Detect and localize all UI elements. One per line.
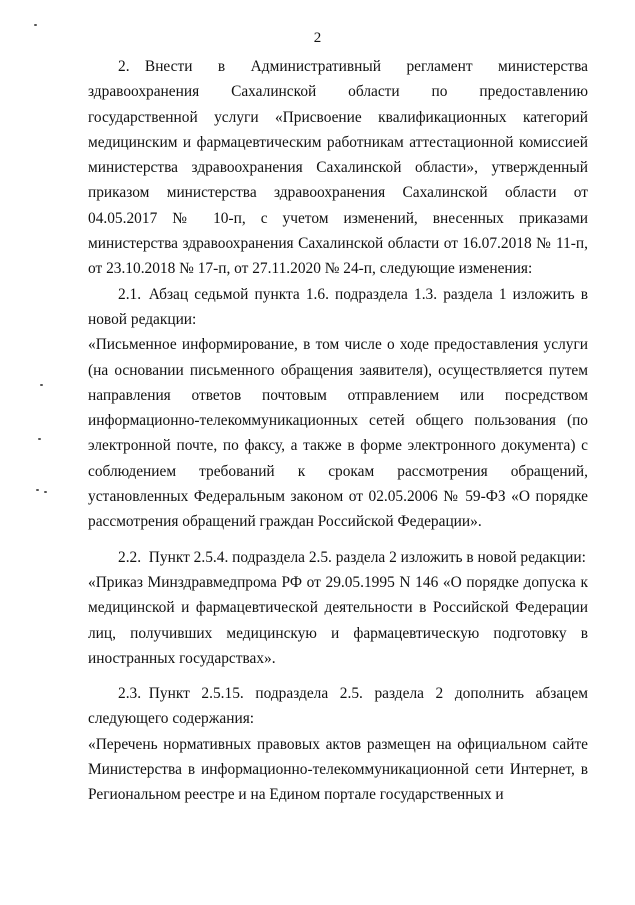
document-body — [88, 54, 588, 808]
page-number: 2 — [313, 30, 322, 46]
scan-speck — [38, 438, 41, 440]
paragraph-quote-2-2: «Приказ Минздравмедпрома РФ от 29.05.1995 N 146 «О порядке допуска к медицинской и фармацевтической деятельности в Российской Федерации лиц, получивших медицинскую и фармацевтическую подготовку в иностранных государствах». — [88, 573, 588, 667]
paragraph-item-2-2: 2.2. Пункт 2.5.4. подраздела 2.5. раздела 2 изложить в новой редакции: — [118, 548, 586, 566]
scan-speck — [40, 384, 43, 386]
scan-speck — [34, 24, 37, 26]
paragraph-quote-2-1: «Письменное информирование, в том числе о ходе предоставления услуги (на основании письменного обращения заявителя), осуществляется путем направления ответов почтовым отправлением или посредством информационно-телекоммуникационных сетей общего пользования (по электронной почте, по факсу, а также в форме электронного документа) с соблюдением требований к срокам рассмотрения обращений, установленных Федеральным законом от 02.05.2006 № 59-ФЗ «О порядке рассмотрения обращений граждан Российской Федерации». — [88, 336, 588, 531]
paragraph-quote-2-3: «Перечень нормативных правовых актов размещен на официальном сайте Министерства в информационно-телекоммуникационной сети Интернет, в Региональном реестре и на Едином портале государственных и — [88, 735, 588, 804]
scan-speck — [36, 489, 39, 491]
scan-speck — [44, 491, 47, 493]
paragraph-item-2-1: 2.1. Абзац седьмой пункта 1.6. подраздела 1.3. раздела 1 изложить в новой редакции: — [88, 285, 588, 328]
paragraph-item-2: 2. Внести в Административный регламент министерства здравоохранения Сахалинской области по предоставлению государственной услуги «Присвоение квалификационных категорий медицинским и фармацевтическим работникам аттестационной комиссией министерства здравоохранения Сахалинской области», утвержденный приказом министерства здравоохранения Сахалинской области от 04.05.2017 № 10-п, с учетом изменений, внесенных приказами министерства здравоохранения Сахалинской области от 16.07.2018 № 11-п, от 23.10.2018 № 17-п, от 27.11.2020 № 24-п, следующие изменения: — [88, 58, 588, 278]
paragraph-item-2-3: 2.3. Пункт 2.5.15. подраздела 2.5. раздела 2 дополнить абзацем следующего содержания: — [88, 685, 588, 728]
